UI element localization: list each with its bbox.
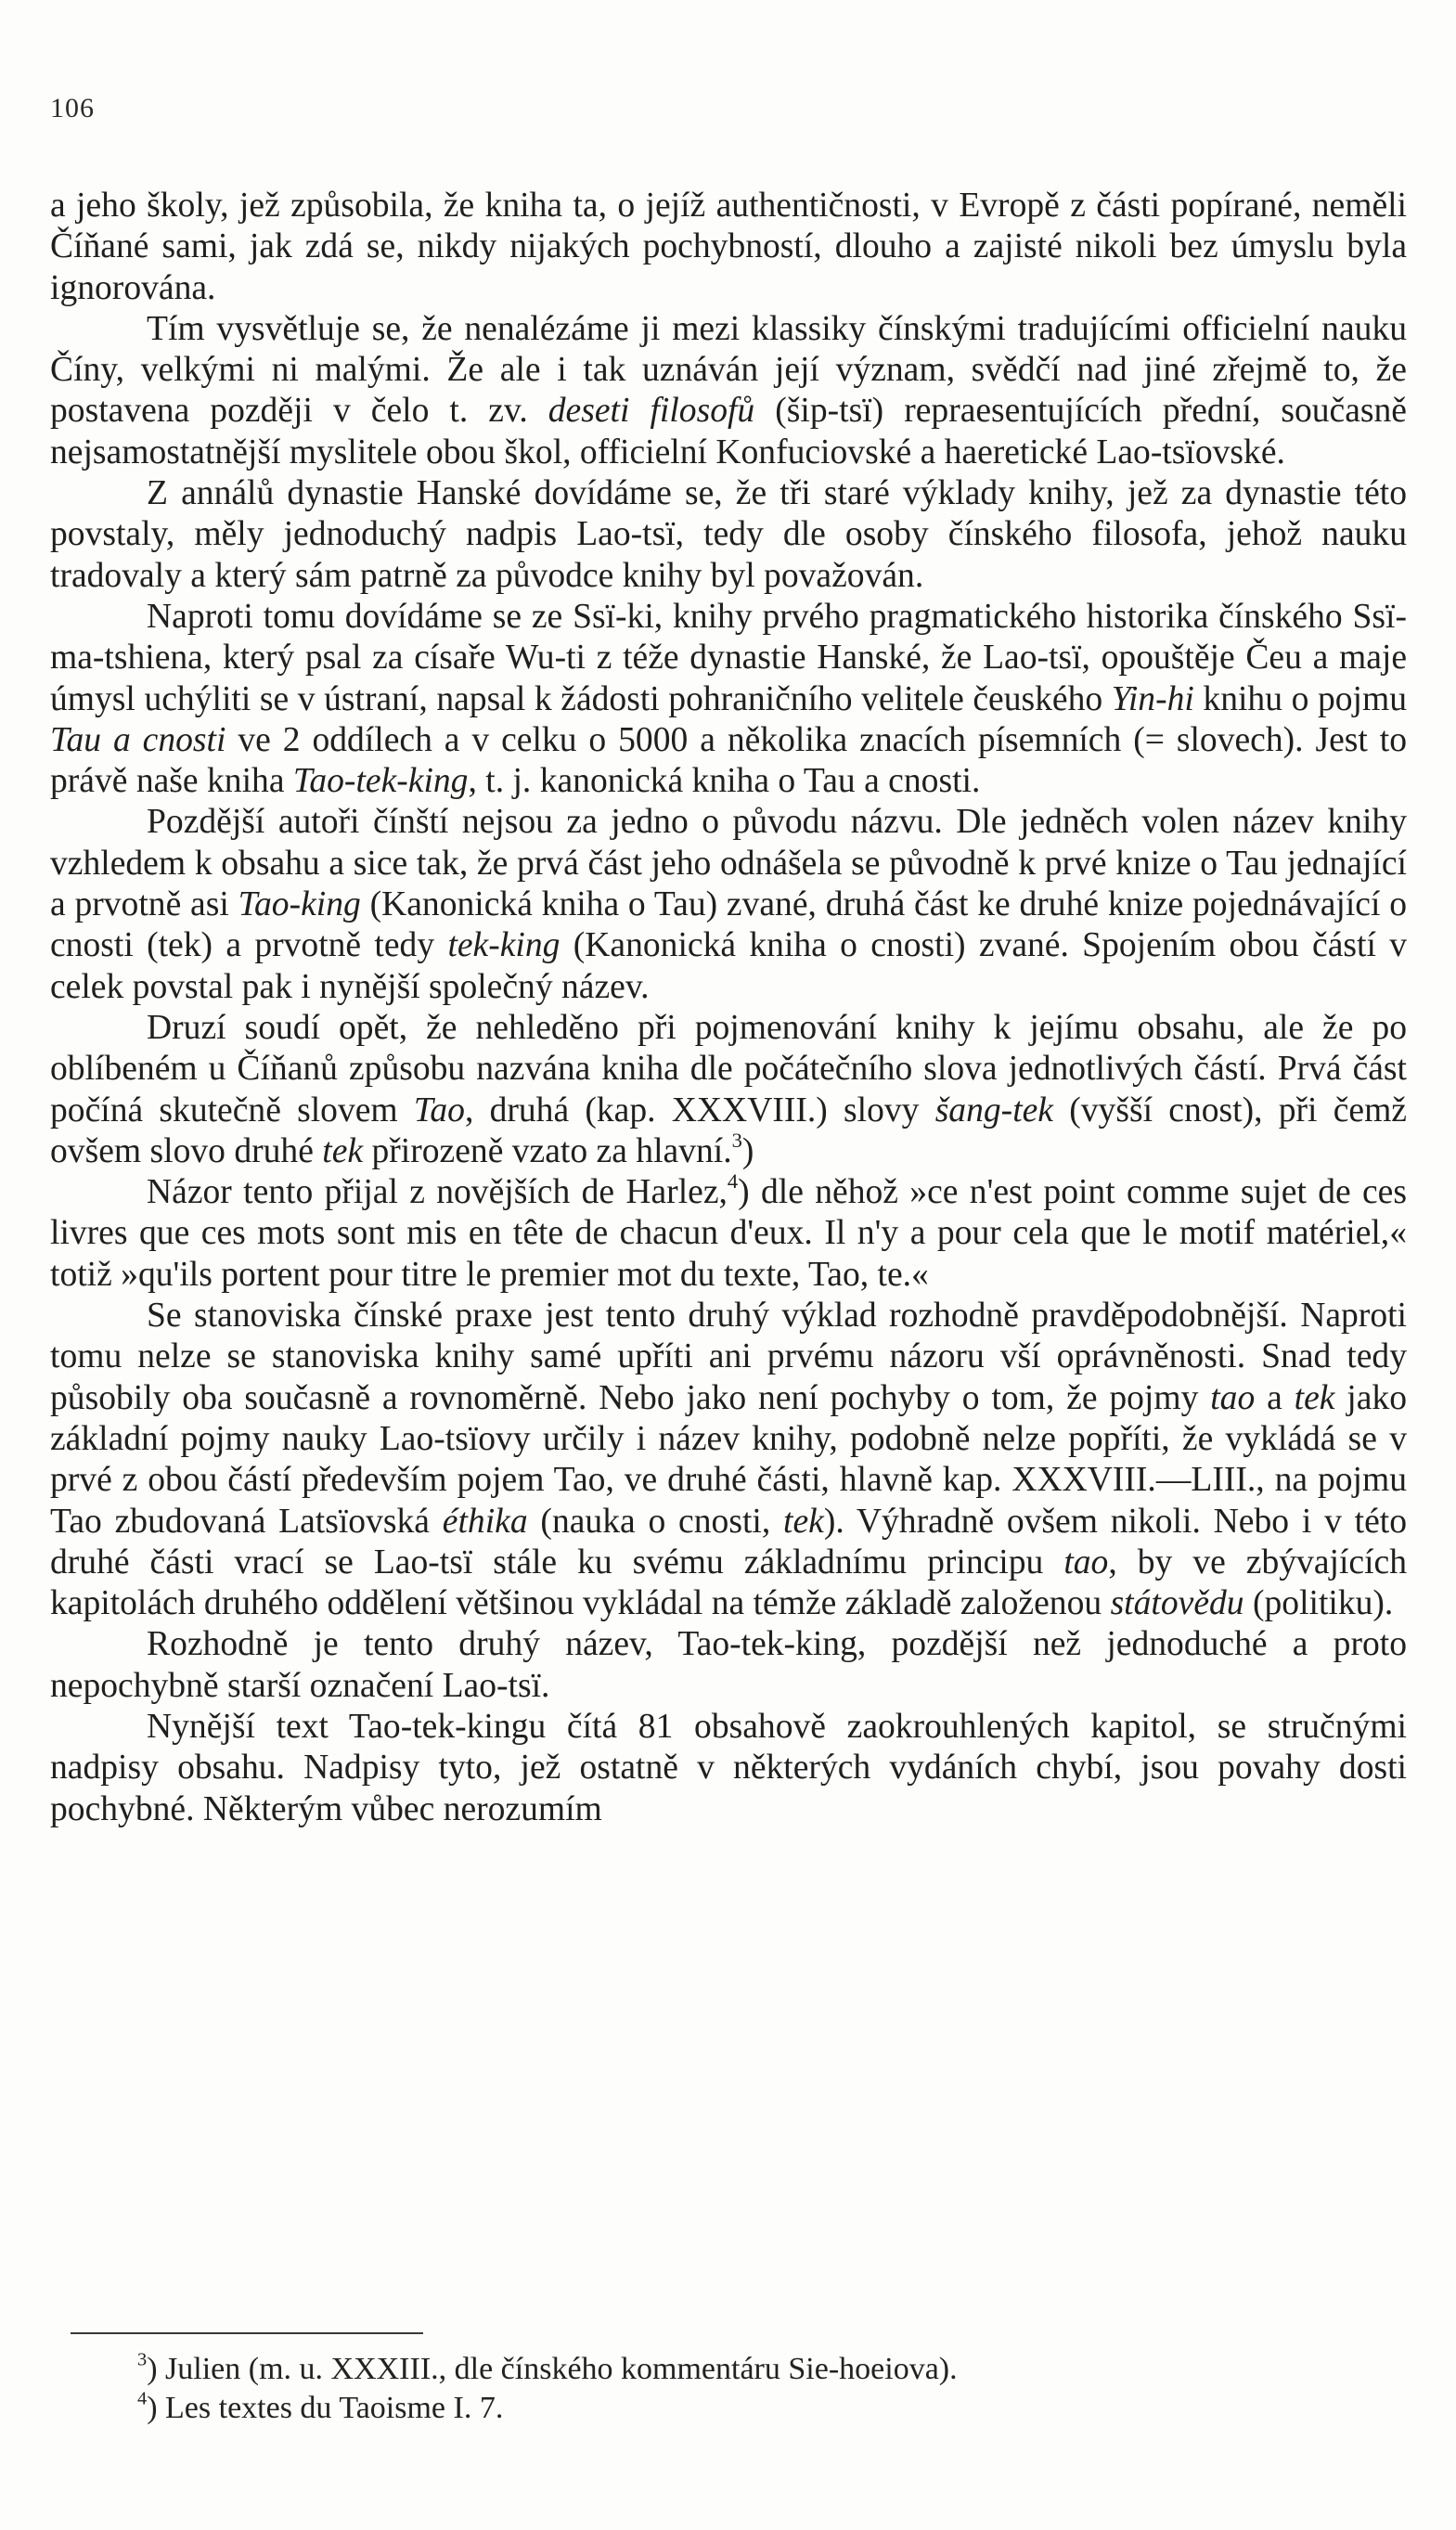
text-run: Naproti tomu dovídáme se ze Ssï-ki, knihy prvého pragmatického historika čínského Ssï-ma-tshiena, který psal za císaře Wu-ti z téže dynastie Hanské, že Lao-tsï, opouštěje Čeu a maje úmysl uchýliti se v ústraní, napsal k žádosti pohraničního velitele čeuského bbox=[50, 597, 1407, 718]
text-run: přirozeně vzato za hlavní. bbox=[363, 1131, 732, 1170]
paragraph bbox=[50, 473, 1407, 597]
paragraph bbox=[50, 597, 1407, 802]
italic-term: Tau a cnosti bbox=[50, 720, 226, 759]
text-run: Pozdější autoři čínští nejsou za jedno o původu názvu. Dle jedněch volen název knihy vzhledem k obsahu a sice tak, že prvá část jeho odnášela se původně k prvé knize o Tau jednající a prvotně asi bbox=[50, 803, 1407, 924]
italic-term: tek-king bbox=[447, 926, 560, 965]
text-run: Druzí soudí opět, že nehleděno při pojmenování knihy k jejímu obsahu, ale že po oblíbeném u Číňanů způsobu nazvána kniha dle počátečního slova jednotlivých částí. Prvá část počíná skutečně slovem bbox=[50, 1008, 1407, 1129]
text-run: , by ve zbývajících kapitolách druhého oddělení většinou vykládal na témže základě založenou bbox=[50, 1543, 1407, 1623]
text-run: Rozhodně je tento druhý název, Tao-tek-king, pozdější než jednoduché a proto nepochybně starší označení Lao-tsï. bbox=[50, 1625, 1407, 1705]
footnote-mark: 3 bbox=[137, 2349, 148, 2370]
paragraph bbox=[50, 1169, 1407, 1296]
italic-term: tek bbox=[783, 1502, 824, 1541]
text-run: ve 2 oddílech a v celku o 5000 a několika znacích písemních (= slovech). Jest to právě naše kniha bbox=[50, 720, 1407, 801]
italic-term: éthika bbox=[442, 1502, 528, 1541]
paragraph bbox=[50, 1707, 1407, 1830]
paragraph bbox=[50, 1008, 1407, 1172]
text-run: a bbox=[1255, 1378, 1295, 1417]
paragraph bbox=[50, 309, 1407, 473]
text-run: a jeho školy, jež způsobila, že kniha ta, o jejíž authentičnosti, v Evropě z části popírané, neměli Číňané sami, jak zdá se, nikdy nijakých pochybností, dlouho a zajisté nikoli bez úmyslu byla ignorována. bbox=[50, 187, 1407, 307]
text-run: knihu o pojmu bbox=[1193, 679, 1407, 718]
text-run: , t. j. kanonická kniha o Tau a cnosti. bbox=[468, 762, 981, 801]
text-run: (Kanonická kniha o Tau) zvané, druhá část ke druhé knize pojednávající o cnosti (tek) a prvotně tedy bbox=[50, 885, 1407, 965]
text-run: ). Výhradně ovšem nikoli. Nebo i v této druhé části vrací se Lao-tsï stále ku svému základnímu principu bbox=[50, 1502, 1408, 1581]
italic-term: státovědu bbox=[1110, 1584, 1244, 1623]
paragraph bbox=[50, 802, 1407, 1007]
footnote-mark: 4 bbox=[137, 2388, 148, 2409]
footnote-divider bbox=[71, 2332, 423, 2334]
italic-term: šang-tek bbox=[934, 1091, 1053, 1129]
page-number: 106 bbox=[50, 93, 95, 123]
footnote: $^4$) Les textes du Taoisme I. 7. bbox=[137, 2388, 504, 2425]
text-run: ) dle něhož »ce n'est point comme sujet de ces livres que ces mots sont mis en tête de chacun d'eux. Il n'y a pour cela que le motif matériel,« totiž »qu'ils portent pour titre le premier mot du texte, Tao, te.« bbox=[50, 1173, 1407, 1294]
text-run: (šip-tsï) repraesentujících přední, současně nejsamostatnější myslitele obou škol, officielní Konfuciovské a haeretické Lao-tsïovské. bbox=[50, 392, 1407, 471]
footnote-reference: 3 bbox=[731, 1129, 742, 1153]
italic-term: Tao-tek-king bbox=[292, 762, 469, 801]
italic-term: tao bbox=[1210, 1378, 1256, 1417]
italic-term: deseti filosofů bbox=[548, 392, 755, 431]
text-run: jako základní pojmy nauky Lao-tsïovy určily i název knihy, podobně nelze popříti, že vykládá se v prvé z obou částí především pojem Tao, ve druhé části, hlavně kap. XXXVIII.—LIII., na pojmu Tao zbudovaná Latsïovská bbox=[50, 1378, 1407, 1541]
paragraph bbox=[50, 186, 1407, 309]
italic-term: Tao bbox=[413, 1091, 465, 1129]
paragraph bbox=[50, 1624, 1407, 1707]
footnote: $^3$) Julien (m. u. XXXIII., dle čínského kommentáru Sie-hoeiova). bbox=[137, 2349, 958, 2386]
paragraph bbox=[50, 1296, 1407, 1624]
text-run: Se stanoviska čínské praxe jest tento druhý výklad rozhodně pravděpodobnější. Naproti tomu nelze se stanoviska knihy samé upříti ani prvému názoru vší oprávněnosti. Snad tedy působily oba současně a rovnoměrně. Nebo jako není pochyby o tom, že pojmy bbox=[50, 1297, 1407, 1417]
text-run: Nynější text Tao-tek-kingu čítá 81 obsahově zaokrouhlených kapitol, se stručnými nadpisy obsahu. Nadpisy tyto, jež ostatně v některých vydáních chybí, jsou povahy dosti pochybné. Některým vůbec nerozumím bbox=[50, 1707, 1407, 1828]
footnote-text: Julien (m. u. XXXIII., dle čínského kommentáru Sie-hoeiova). bbox=[165, 2352, 958, 2386]
italic-term: tao bbox=[1063, 1543, 1109, 1581]
italic-term: tek bbox=[1294, 1378, 1335, 1417]
text-run: (nauka o cnosti, bbox=[527, 1502, 784, 1541]
text-run: (politiku). bbox=[1243, 1584, 1394, 1623]
italic-term: Yin-hi bbox=[1111, 679, 1194, 718]
text-run: Z annálů dynastie Hanské dovídáme se, že tři staré výklady knihy, jež za dynastie této povstaly, měly jednoduchý nadpis Lao-tsï, tedy dle osoby čínského filosofa, jehož nauku tradovaly a který sám patrně za původce knihy byl považován. bbox=[50, 474, 1407, 595]
text-run: Názor tento přijal z novějších de Harlez, bbox=[147, 1173, 728, 1212]
italic-term: tek bbox=[322, 1131, 364, 1170]
body-text bbox=[50, 186, 1407, 1830]
footnotes bbox=[137, 2350, 1344, 2428]
footnote-text: Les textes du Taoisme I. 7. bbox=[165, 2391, 504, 2425]
text-run: Tím vysvětluje se, že nenalézáme ji mezi klassiky čínskými tradujícími officielní nauku Číny, velkými ni malými. Že ale i tak uznáván její význam, svědčí nad jiné zřejmě to, že postavena později v čelo t. zv. bbox=[50, 309, 1407, 431]
text-run: , druhá (kap. XXXVIII.) slovy bbox=[464, 1091, 935, 1129]
italic-term: Tao-king bbox=[238, 885, 361, 924]
footnote-reference: 4 bbox=[727, 1169, 739, 1194]
text-run: (vyšší cnost), při čemž ovšem slovo druhé bbox=[50, 1091, 1407, 1170]
text-run: (Kanonická kniha o cnosti) zvané. Spojením obou částí v celek povstal pak i nynější společný název. bbox=[50, 926, 1407, 1006]
text-run: ) bbox=[741, 1131, 754, 1170]
